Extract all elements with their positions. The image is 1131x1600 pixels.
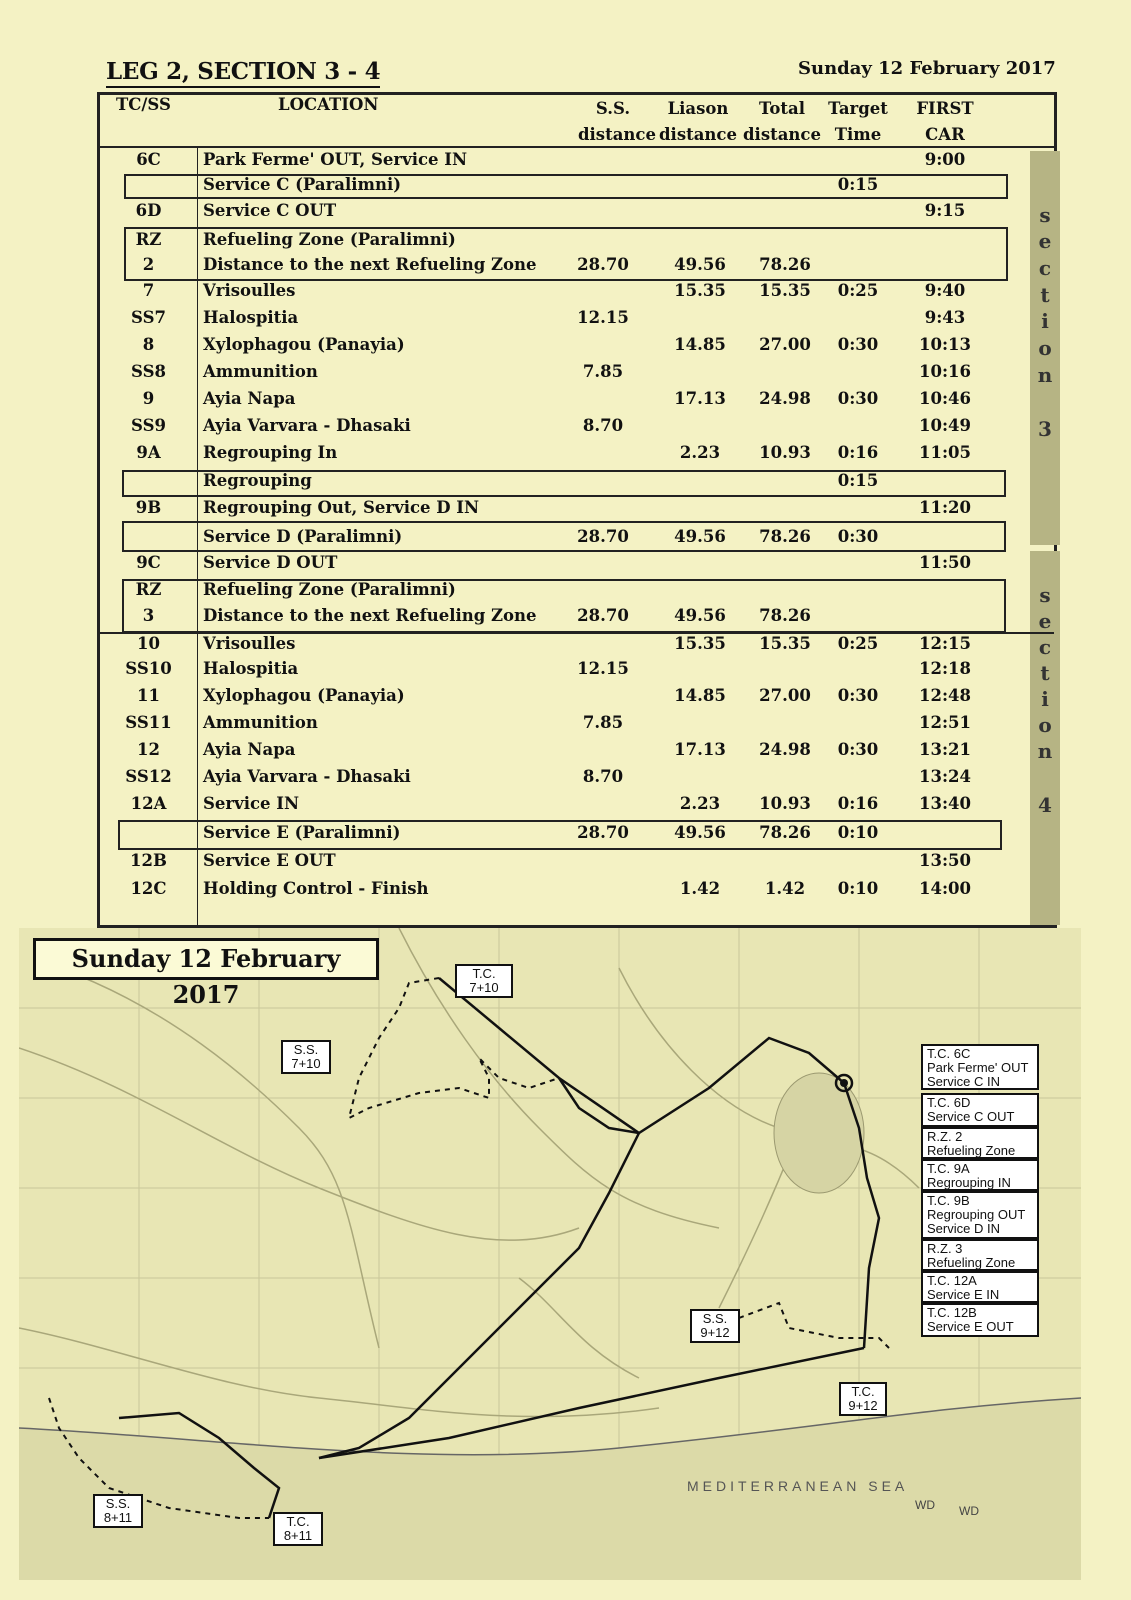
table-row <box>100 823 1030 850</box>
header-divider <box>100 146 1054 148</box>
first-car-cell: 9:43 <box>924 308 966 327</box>
ss-8-11-label: S.S. 8+11 <box>93 1494 143 1528</box>
table-row <box>100 713 1030 740</box>
map-legend-box <box>921 1159 1039 1191</box>
ss-distance-cell: 28.70 <box>577 255 629 274</box>
location-cell: Vrisoulles <box>203 281 296 300</box>
ss-7-10-label: S.S. 7+10 <box>281 1040 331 1074</box>
map-legend-line: Service E IN <box>927 1287 1000 1302</box>
target-time-cell: 0:30 <box>837 335 879 354</box>
location-cell: Regrouping In <box>203 443 338 462</box>
section-4-letter: 4 <box>1038 793 1052 817</box>
itinerary-table <box>97 92 1057 928</box>
target-time-cell: 0:15 <box>837 471 879 490</box>
col-tc: TC/SS <box>116 95 171 114</box>
liaison-distance-cell: 2.23 <box>679 443 721 462</box>
total-distance-cell: 15.35 <box>759 281 811 300</box>
first-car-cell: 10:13 <box>918 335 971 354</box>
sea-area <box>19 1398 1081 1580</box>
map-legend-line: R.Z. 3 <box>927 1241 963 1256</box>
first-car-cell: 13:50 <box>918 851 971 870</box>
location-cell: Service IN <box>203 794 300 813</box>
location-cell: Vrisoulles <box>203 634 296 653</box>
table-row <box>100 281 1030 308</box>
map-legend-box <box>921 1191 1039 1239</box>
map-legend-line: Service C OUT <box>927 1109 1015 1124</box>
col-first-car: FIRST CAR <box>916 99 974 144</box>
tc-cell: SS7 <box>131 308 166 327</box>
tc-cell: 12A <box>130 794 167 813</box>
location-cell: Distance to the next Refueling Zone <box>203 255 537 274</box>
section-4-letter: c <box>1038 635 1052 659</box>
total-distance-cell: 1.42 <box>764 879 806 898</box>
location-cell: Ammunition <box>203 713 318 732</box>
target-time-cell: 0:10 <box>837 823 879 842</box>
table-row <box>100 740 1030 767</box>
table-row <box>100 553 1030 580</box>
first-car-cell: 10:49 <box>918 416 971 435</box>
map-legend-line: Regrouping IN <box>927 1175 1011 1190</box>
section-3-letter: i <box>1041 309 1049 333</box>
tc-9-12-label: T.C. 9+12 <box>839 1382 887 1416</box>
table-row <box>100 851 1030 878</box>
first-car-cell: 9:00 <box>924 150 966 169</box>
table-row <box>100 230 1030 257</box>
liaison-distance-cell: 14.85 <box>674 686 726 705</box>
map-legend-box <box>921 1303 1039 1337</box>
section-3-letter: o <box>1038 336 1052 360</box>
ss-distance-cell: 7.85 <box>582 362 624 381</box>
sea-label: MEDITERRANEAN SEA <box>687 1478 909 1494</box>
table-row <box>100 416 1030 443</box>
paralimni-lake <box>774 1073 864 1193</box>
section-3-letter: e <box>1038 229 1052 253</box>
first-car-cell: 14:00 <box>918 879 971 898</box>
map-legend-line: T.C. 9B <box>927 1193 970 1208</box>
location-cell: Regrouping <box>203 471 312 490</box>
target-time-cell: 0:30 <box>837 740 879 759</box>
liaison-distance-cell: 49.56 <box>674 606 726 625</box>
ss-9-12-label: S.S. 9+12 <box>690 1309 740 1343</box>
location-cell: Halospitia <box>203 659 299 678</box>
first-car-cell: 9:15 <box>924 201 966 220</box>
location-cell: Service D OUT <box>203 553 338 572</box>
location-cell: Ayia Varvara - Dhasaki <box>203 416 411 435</box>
table-row <box>100 580 1030 607</box>
table-row <box>100 362 1030 389</box>
location-cell: Service C OUT <box>203 201 337 220</box>
map-legend-line: Service D IN <box>927 1221 1000 1236</box>
total-distance-cell: 10.93 <box>759 443 811 462</box>
section-4-letter: s <box>1039 583 1051 607</box>
map-legend-line: Refueling Zone <box>927 1143 1016 1158</box>
liaison-distance-cell: 49.56 <box>674 255 726 274</box>
target-time-cell: 0:16 <box>837 794 879 813</box>
table-row <box>100 308 1030 335</box>
location-cell: Service E (Paralimni) <box>203 823 401 842</box>
table-row <box>100 527 1030 554</box>
tc-cell: RZ <box>135 580 162 599</box>
first-car-cell: 13:40 <box>918 794 971 813</box>
total-distance-cell: 78.26 <box>759 823 811 842</box>
map-title: Sunday 12 February 2017 <box>33 938 379 980</box>
first-car-cell: 10:16 <box>918 362 971 381</box>
map-legend-line: T.C. 12A <box>927 1273 977 1288</box>
section-4-bar <box>1030 551 1060 925</box>
table-row <box>100 879 1030 906</box>
location-cell: Xylophagou (Panayia) <box>203 335 405 354</box>
map-legend-box <box>921 1271 1039 1303</box>
location-cell: Distance to the next Refueling Zone <box>203 606 537 625</box>
tc-cell: SS9 <box>131 416 166 435</box>
tc-cell: 6C <box>136 150 161 169</box>
table-row <box>100 606 1030 633</box>
location-cell: Ayia Napa <box>203 389 296 408</box>
total-distance-cell: 24.98 <box>759 389 811 408</box>
tc-7-10-label: T.C. 7+10 <box>455 964 513 998</box>
ss-distance-cell: 28.70 <box>577 606 629 625</box>
tc-cell: 10 <box>137 634 160 653</box>
ss-distance-cell: 12.15 <box>577 308 629 327</box>
ss-distance-cell: 12.15 <box>577 659 629 678</box>
section-4-letter: i <box>1041 687 1049 711</box>
ss-distance-cell: 28.70 <box>577 527 629 546</box>
map-legend-line: Service C IN <box>927 1074 1000 1089</box>
map-legend-line: R.Z. 2 <box>927 1129 963 1144</box>
target-time-cell: 0:10 <box>837 879 879 898</box>
map-legend-line: T.C. 9A <box>927 1161 970 1176</box>
location-cell: Service C (Paralimni) <box>203 175 402 194</box>
table-row <box>100 659 1030 686</box>
ss-distance-cell: 7.85 <box>582 713 624 732</box>
table-row <box>100 175 1030 202</box>
section-3-letter: t <box>1040 283 1050 307</box>
liaison-distance-cell: 49.56 <box>674 823 726 842</box>
table-row <box>100 389 1030 416</box>
map-legend-line: Refueling Zone <box>927 1255 1016 1270</box>
liaison-distance-cell: 49.56 <box>674 527 726 546</box>
tc-cell: 9 <box>142 389 155 408</box>
tc-cell: 9A <box>136 443 161 462</box>
map-legend-box <box>921 1044 1039 1090</box>
first-car-cell: 12:51 <box>918 713 971 732</box>
map-legend-line: T.C. 6D <box>927 1095 971 1110</box>
route-map <box>19 928 1081 1580</box>
map-legend-line: Regrouping OUT <box>927 1207 1026 1222</box>
table-row <box>100 443 1030 470</box>
col-total: Total distance <box>743 99 821 144</box>
map-legend-box <box>921 1127 1039 1159</box>
total-distance-cell: 27.00 <box>759 686 811 705</box>
section-3-letter: n <box>1037 363 1053 387</box>
tc-cell: SS8 <box>131 362 166 381</box>
map-legend-line: Park Ferme' OUT <box>927 1060 1029 1075</box>
table-row <box>100 201 1030 228</box>
table-row <box>100 150 1030 177</box>
map-roads <box>19 928 919 1417</box>
location-cell: Refueling Zone (Paralimni) <box>203 580 456 599</box>
table-row <box>100 686 1030 713</box>
ss-distance-cell: 8.70 <box>582 767 624 786</box>
location-cell: Refueling Zone (Paralimni) <box>203 230 456 249</box>
tc-8-11-label: T.C. 8+11 <box>273 1512 323 1546</box>
table-row <box>100 634 1030 661</box>
location-cell: Xylophagou (Panayia) <box>203 686 405 705</box>
total-distance-cell: 27.00 <box>759 335 811 354</box>
tc-cell: 12B <box>130 851 167 870</box>
first-car-cell: 11:50 <box>918 553 971 572</box>
first-car-cell: 9:40 <box>924 281 966 300</box>
section-4-letter: t <box>1040 661 1050 685</box>
tc-cell: RZ <box>135 230 162 249</box>
tc-cell: SS10 <box>125 659 172 678</box>
location-cell: Holding Control - Finish <box>203 879 429 898</box>
section-4-letter: e <box>1038 609 1052 633</box>
first-car-cell: 10:46 <box>918 389 971 408</box>
tc-cell: 6D <box>135 201 162 220</box>
table-row <box>100 767 1030 794</box>
first-car-cell: 12:18 <box>918 659 971 678</box>
target-time-cell: 0:16 <box>837 443 879 462</box>
first-car-cell: 11:20 <box>918 498 971 517</box>
section-3-letter: 3 <box>1038 417 1052 441</box>
map-legend-line: T.C. 12B <box>927 1305 977 1320</box>
location-cell: Service E OUT <box>203 851 336 870</box>
tc-cell: 7 <box>142 281 155 300</box>
tc-cell: SS12 <box>125 767 172 786</box>
location-cell: Ayia Varvara - Dhasaki <box>203 767 411 786</box>
liaison-distance-cell: 2.23 <box>679 794 721 813</box>
map-legend-box <box>921 1239 1039 1271</box>
tc-cell: 12C <box>130 879 167 898</box>
table-row <box>100 471 1030 498</box>
target-time-cell: 0:15 <box>837 175 879 194</box>
ss-distance-cell: 8.70 <box>582 416 624 435</box>
tc-cell: SS11 <box>125 713 172 732</box>
target-time-cell: 0:30 <box>837 389 879 408</box>
target-time-cell: 0:25 <box>837 281 879 300</box>
leg-section-title: LEG 2, SECTION 3 - 4 <box>106 58 380 88</box>
total-distance-cell: 78.26 <box>759 527 811 546</box>
wd-label-1: WD <box>915 1498 935 1512</box>
wd-label-2: WD <box>959 1504 979 1518</box>
tc-cell: 12 <box>137 740 160 759</box>
ss-distance-cell: 28.70 <box>577 823 629 842</box>
first-car-cell: 11:05 <box>918 443 971 462</box>
table-row <box>100 794 1030 821</box>
first-car-cell: 12:15 <box>918 634 971 653</box>
tc-cell: 11 <box>137 686 160 705</box>
target-time-cell: 0:25 <box>837 634 879 653</box>
col-ss: S.S. distance <box>578 99 656 144</box>
location-cell: Regrouping Out, Service D IN <box>203 498 480 517</box>
tc-cell: 9C <box>136 553 161 572</box>
tc-cell: 9B <box>135 498 162 517</box>
liaison-distance-cell: 14.85 <box>674 335 726 354</box>
liaison-distance-cell: 15.35 <box>674 634 726 653</box>
section-3-letter: s <box>1039 203 1051 227</box>
tc-cell: 8 <box>142 335 155 354</box>
location-cell: Service D (Paralimni) <box>203 527 403 546</box>
table-row <box>100 335 1030 362</box>
total-distance-cell: 15.35 <box>759 634 811 653</box>
liaison-distance-cell: 15.35 <box>674 281 726 300</box>
col-target: Target Time <box>828 99 888 144</box>
col-location: LOCATION <box>278 95 379 114</box>
location-cell: Ammunition <box>203 362 318 381</box>
section-3-letter: c <box>1038 256 1052 280</box>
table-row <box>100 498 1030 525</box>
liaison-distance-cell: 17.13 <box>674 740 726 759</box>
map-legend-box <box>921 1093 1039 1127</box>
location-cell: Halospitia <box>203 308 299 327</box>
location-cell: Ayia Napa <box>203 740 296 759</box>
tc-cell: 3 <box>142 606 155 625</box>
event-date: Sunday 12 February 2017 <box>798 58 1056 79</box>
location-cell: Park Ferme' OUT, Service IN <box>203 150 468 169</box>
section-4-letter: n <box>1037 739 1053 763</box>
table-row <box>100 255 1030 282</box>
map-legend-line: T.C. 6C <box>927 1046 971 1061</box>
target-time-cell: 0:30 <box>837 686 879 705</box>
col-liason: Liason distance <box>659 99 737 144</box>
map-legend-line: Service E OUT <box>927 1319 1014 1334</box>
total-distance-cell: 10.93 <box>759 794 811 813</box>
total-distance-cell: 78.26 <box>759 255 811 274</box>
target-time-cell: 0:30 <box>837 527 879 546</box>
first-car-cell: 13:24 <box>918 767 971 786</box>
first-car-cell: 13:21 <box>918 740 971 759</box>
total-distance-cell: 78.26 <box>759 606 811 625</box>
section-4-letter: o <box>1038 713 1052 737</box>
total-distance-cell: 24.98 <box>759 740 811 759</box>
tc-cell: 2 <box>142 255 155 274</box>
liaison-distance-cell: 1.42 <box>679 879 721 898</box>
liaison-distance-cell: 17.13 <box>674 389 726 408</box>
first-car-cell: 12:48 <box>918 686 971 705</box>
